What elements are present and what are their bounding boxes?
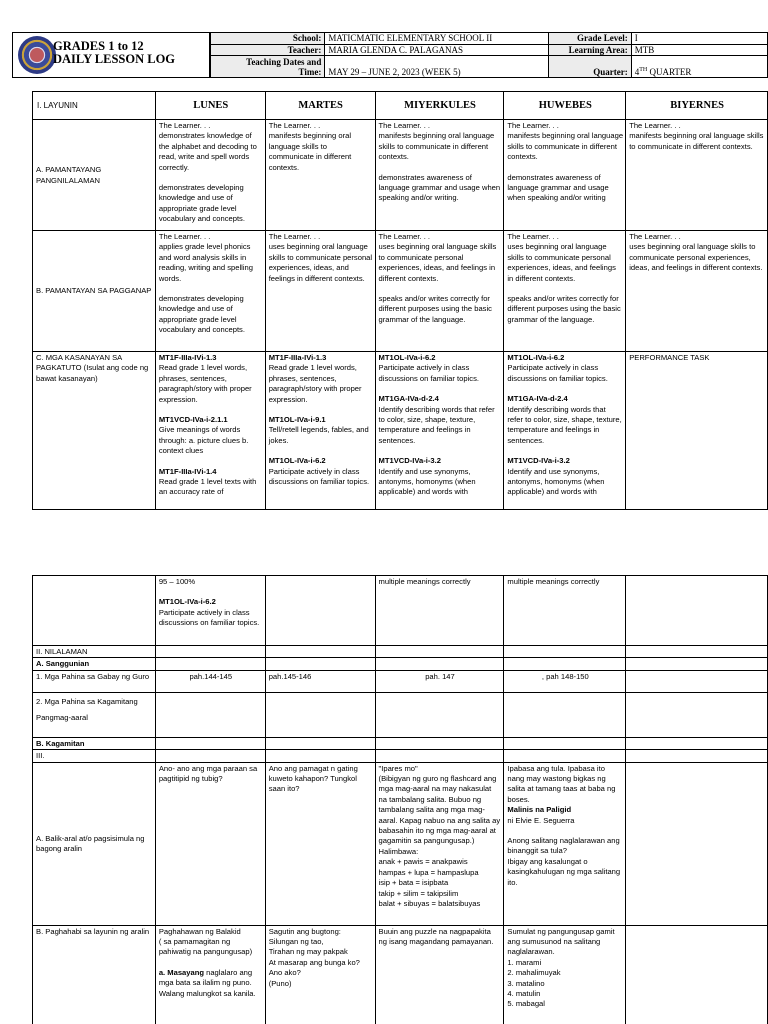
dates-label [211, 56, 325, 78]
spacer [159, 284, 263, 294]
teacher-value: MARIA GLENDA C. PALAGANAS [325, 44, 548, 56]
activity-text: Anong salitang naglalarawan ang binanggit sa tula? Ibigay ang kasalungat o kasingkahulugan ng mga salitang ito. [507, 836, 621, 887]
cell-empty [626, 692, 768, 737]
cell-text: The Learner. . . applies grade level phonics and word analysis skills in reading, writing and spelling words. [158, 232, 253, 283]
deped-seal-icon [18, 36, 56, 74]
poem-title: Malinis na Paligid [507, 805, 572, 815]
lesson-log-header [12, 32, 768, 78]
cell-empty [375, 646, 504, 658]
spacer [507, 284, 623, 294]
row-paghahabi [33, 925, 768, 1024]
row-kagamitang-pangmag-aaral [33, 692, 768, 737]
spacer [379, 384, 502, 394]
cell-empty [504, 737, 626, 749]
competency-text: Read grade 1 level words, phrases, sentences, paragraph/story with proper expression. [268, 363, 362, 404]
cell-lunes [155, 231, 265, 352]
competency-text: Participate actively in class discussions on familiar topics. [158, 607, 260, 628]
cell-empty [504, 750, 626, 762]
cell-huwebes [504, 231, 626, 352]
row-pamantayang-pangnilalaman [33, 120, 768, 231]
day-header-miyerkules: MIYERKULES [375, 92, 504, 120]
row-label: III. [33, 750, 156, 762]
cell-miyerkules [375, 352, 504, 510]
day-header-biyernes: BIYERNES [626, 92, 768, 120]
cell-huwebes: , pah 148-150 [504, 670, 626, 692]
cell-text: demonstrates awareness of language grammar and usage when speaking and/or writing. [378, 172, 501, 203]
row-label: C. MGA KASANAYAN SA PAGKATUTO (Isulat ang code ng bawat kasanayan) [33, 352, 156, 510]
grade-label: Grade Level: [548, 33, 631, 45]
layunin-table [32, 91, 768, 510]
competency-code: MT1VCD-IVa-i-3.2 [378, 456, 441, 466]
cell-empty [265, 692, 375, 737]
cell-empty [504, 658, 626, 670]
quarter-num: 4 [634, 67, 640, 77]
competency-code: MT1VCD-IVa-i-2.1.1 [158, 415, 228, 425]
quarter-sup: TH [639, 67, 648, 73]
competency-text: Identify and use synonyms, antonyms, homonyms (when applicable) and words with [378, 466, 476, 497]
activity-text: Paghahawan ng Balakid ( sa pamamagitan ng pahiwatig na pangungusap) [158, 926, 253, 957]
row-kagamitan [33, 737, 768, 749]
competency-text: Participate actively in class discussions on familiar topics. [378, 363, 479, 383]
area-label: Learning Area: [548, 44, 631, 56]
cell-empty [155, 658, 265, 670]
cell-text: The Learner. . . uses beginning oral language skills to communicate personal experiences, ideas, and feelings in different contexts. [378, 232, 497, 283]
spacer [507, 163, 623, 173]
cell-text: demonstrates developing knowledge and use of appropriate grade level vocabulary and concepts. [158, 294, 245, 335]
cell-empty [504, 692, 626, 737]
cell-empty [626, 658, 768, 670]
cell-martes [265, 352, 375, 510]
competency-text: Tell/retell legends, fables, and jokes. [268, 425, 369, 445]
sentence-text: naglalaro ang mga bata sa ilalim ng puno. Walang malungkot sa kanila. [158, 967, 256, 998]
cell-huwebes: multiple meanings correctly [504, 576, 626, 646]
row-label: B. Paghahabi sa layunin ng aralin [33, 925, 156, 1024]
cell-huwebes [504, 762, 626, 925]
cell-text: The Learner. . . manifests beginning oral language skills to communicate in different contexts. [507, 121, 624, 162]
cell-empty [504, 646, 626, 658]
cell-empty [375, 658, 504, 670]
dates-label-line1: Teaching Dates and [246, 56, 322, 67]
cell-empty [626, 646, 768, 658]
cell-empty [265, 646, 375, 658]
log-title-line2: DAILY LESSON LOG [53, 52, 176, 66]
cell-empty [375, 750, 504, 762]
activity-text: Ipabasa ang tula. Ipabasa ito nang may wastong bigkas ng salita at tamang taas at baba ng boses. [507, 763, 616, 804]
header-meta-table [210, 32, 768, 78]
cell-biyernes [626, 925, 768, 1024]
cell-miyerkules: pah. 147 [375, 670, 504, 692]
spacer [269, 446, 373, 456]
competency-code: MT1F-IIIa-IVi-1.4 [158, 466, 217, 476]
competency-code: MT1GA-IVa-d-2.4 [507, 394, 568, 404]
cell-miyerkules: "Ipares mo" (Bibigyan ng guro ng flashcard ang mga mag-aaral na may nakasulat na tambalang salita. Bubuo ng tambalang salita ang mga mag-aaral. Kapag nabuo na ang salita ay babasahin ito ng mga mag-aaral at gagamitin sa pangungusap.) Halimbawa: anak + pawis = anakpawis hampas + lupa = hampaslupa isip + bata = isipbata takip + silim = takipsilim balat + sibuyas = balatsibuyas [375, 762, 504, 925]
cell-miyerkules [375, 231, 504, 352]
spacer [159, 457, 263, 467]
cell-text: speaks and/or writes correctly for different purposes using the basic grammar of the language. [507, 294, 621, 324]
day-header-lunes: LUNES [155, 92, 265, 120]
spacer [507, 826, 623, 836]
competency-code: MT1OL-IVa-i-6.2 [378, 353, 436, 362]
area-value: MTB [631, 44, 767, 56]
cell-martes: Sagutin ang bugtong: Silungan ng tao, Tirahan ng may pakpak At masarap ang bunga ko? Ano ako? (Puno) [265, 925, 375, 1024]
grade-value: I [631, 33, 767, 45]
cell-empty [375, 737, 504, 749]
log-title [53, 40, 175, 66]
competency-code: MT1OL-IVa-i-9.1 [268, 415, 326, 425]
spacer [159, 958, 263, 968]
cell-lunes: Ano- ano ang mga paraan sa pagtitipid ng tubig? [155, 762, 265, 925]
cell-empty [265, 750, 375, 762]
row-iii [33, 750, 768, 762]
cell-martes [265, 576, 375, 646]
competency-text: Read grade 1 level texts with an accuracy rate of [158, 477, 257, 497]
cell-biyernes: The Learner. . . uses beginning oral language skills to communicate personal experiences, ideas, and feelings in different contexts. [626, 231, 768, 352]
cell-huwebes: Sumulat ng pangungusap gamit ang sumusunod na salitang naglalarawan. 1. marami 2. mahalimuyak 3. matalino 4. matulin 5. mabagal [504, 925, 626, 1024]
row-continuation [33, 576, 768, 646]
competency-code: MT1OL-IVa-i-6.2 [268, 456, 326, 466]
spacer [379, 163, 502, 173]
cell-biyernes: PERFORMANCE TASK [626, 352, 768, 510]
teacher-label: Teacher: [211, 44, 325, 56]
nilalaman-table [32, 575, 768, 1024]
row-sanggunian [33, 658, 768, 670]
cell-empty [155, 646, 265, 658]
spacer [159, 173, 263, 183]
cell-martes: Ano ang pamagat n gating kuweto kahapon? Tungkol saan ito? [265, 762, 375, 925]
row-label: B. Kagamitan [33, 737, 156, 749]
cell-empty [375, 692, 504, 737]
school-label: School: [211, 33, 325, 45]
competency-code: MT1OL-IVa-i-6.2 [507, 353, 565, 362]
cell-miyerkules: multiple meanings correctly [375, 576, 504, 646]
day-header-martes: MARTES [265, 92, 375, 120]
cell-biyernes [626, 762, 768, 925]
cell-miyerkules: Buuin ang puzzle na nagpapakita ng isang magandang pamayanan. [375, 925, 504, 1024]
cell-text: The Learner. . . uses beginning oral language skills to communicate personal experiences, ideas, and feelings in different contexts. [507, 232, 616, 283]
competency-text: Participate actively in class discussions on familiar topics. [268, 466, 370, 487]
row-label: A. Sanggunian [33, 658, 156, 670]
row-label: 1. Mga Pahina sa Gabay ng Guro [33, 670, 156, 692]
cell-biyernes [626, 576, 768, 646]
log-title-line1: GRADES 1 to 12 [53, 39, 144, 53]
cell-lunes [155, 925, 265, 1024]
competency-text: 95 – 100% [158, 577, 196, 586]
cell-biyernes [626, 670, 768, 692]
cell-martes: pah.145-146 [265, 670, 375, 692]
row-pamantayan-sa-pagganap [33, 231, 768, 352]
day-header-huwebes: HUWEBES [504, 92, 626, 120]
competency-code: MT1GA-IVa-d-2.4 [378, 394, 439, 404]
cell-lunes [155, 120, 265, 231]
cell-empty [155, 692, 265, 737]
quarter-value [631, 56, 767, 78]
row-mga-kasanayan [33, 352, 768, 510]
row-label: II. NILALAMAN [33, 646, 156, 658]
cell-empty [626, 750, 768, 762]
cell-huwebes [504, 352, 626, 510]
row-label: B. PAMANTAYAN SA PAGGANAP [33, 231, 156, 352]
competency-text: Participate actively in class discussions on familiar topics. [507, 363, 608, 383]
competency-code: MT1F-IIIa-IVi-1.3 [268, 353, 327, 362]
spacer [379, 284, 502, 294]
competency-text: Identify describing words that refer to color, size, shape, texture, temperature and feelings in sentences. [378, 404, 495, 445]
cell-label-empty [33, 576, 156, 646]
quarter-word: QUARTER [647, 67, 692, 77]
spacer [507, 446, 623, 456]
cell-martes: The Learner. . . manifests beginning oral language skills to communicate in different contexts. [265, 120, 375, 231]
row-balik-aral [33, 762, 768, 925]
competency-text: Read grade 1 level words, phrases, sentences, paragraph/story with proper expression. [158, 363, 252, 404]
dates-value: MAY 29 – JUNE 2, 2023 (WEEK 5) [325, 56, 548, 78]
dates-label-line2: Time: [298, 66, 322, 77]
cell-lunes [155, 576, 265, 646]
cell-text: speaks and/or writes correctly for different purposes using the basic grammar of the language. [378, 294, 492, 324]
competency-code: MT1VCD-IVa-i-3.2 [507, 456, 570, 466]
cell-text: demonstrates developing knowledge and use of appropriate grade level vocabulary and concepts. [158, 183, 245, 224]
cell-empty [265, 658, 375, 670]
cell-biyernes: The Learner. . . manifests beginning oral language skills to communicate in different contexts. [626, 120, 768, 231]
cell-empty [265, 737, 375, 749]
quarter-label: Quarter: [548, 56, 631, 78]
row-nilalaman [33, 646, 768, 658]
cell-huwebes [504, 120, 626, 231]
competency-text: Give meanings of words through: a. picture clues b. context clues [158, 425, 249, 456]
cell-text: demonstrates awareness of language grammar and usage when speaking and/or writing [507, 172, 609, 203]
row-label: A. Balik-aral at/o pagsisimula ng bagong aralin [33, 762, 156, 925]
row-label: A. PAMANTAYANG PANGNILALAMAN [33, 120, 156, 231]
cell-miyerkules [375, 120, 504, 231]
cell-lunes [155, 352, 265, 510]
row-gabay-ng-guro [33, 670, 768, 692]
spacer [159, 405, 263, 415]
layunin-heading: I. LAYUNIN [33, 92, 156, 120]
spacer [507, 384, 623, 394]
cell-empty [155, 750, 265, 762]
cell-martes: The Learner. . . uses beginning oral language skills to communicate personal experiences, ideas, and feelings in different contexts. [265, 231, 375, 352]
activity-text [159, 968, 263, 999]
spacer [269, 405, 373, 415]
logo-box [12, 32, 210, 78]
cell-empty [626, 737, 768, 749]
spacer [379, 446, 502, 456]
row-label: 2. Mga Pahina sa Kagamitang Pangmag-aaral [33, 692, 156, 737]
competency-code: MT1F-IIIa-IVi-1.3 [158, 353, 217, 362]
cell-empty [155, 737, 265, 749]
competency-text: Identify describing words that refer to color, size, shape, texture, temperature and feelings in sentences. [507, 404, 622, 445]
cell-text: The Learner. . . manifests beginning oral language skills to communicate in different contexts. [378, 121, 495, 162]
poem-author: ni Elvie E. Seguerra [507, 815, 575, 825]
bold-word: a. Masayang [158, 967, 204, 977]
competency-code: MT1OL-IVa-i-6.2 [158, 597, 216, 607]
cell-lunes: pah.144-145 [155, 670, 265, 692]
spacer [159, 587, 263, 597]
competency-text: Identify and use synonyms, antonyms, homonyms (when applicable) and words with [507, 466, 605, 497]
cell-text: The Learner. . . demonstrates knowledge of the alphabet and decoding to read, write and spell words correctly. [158, 121, 257, 172]
school-value: MATICMATIC ELEMENTARY SCHOOL II [325, 33, 548, 45]
